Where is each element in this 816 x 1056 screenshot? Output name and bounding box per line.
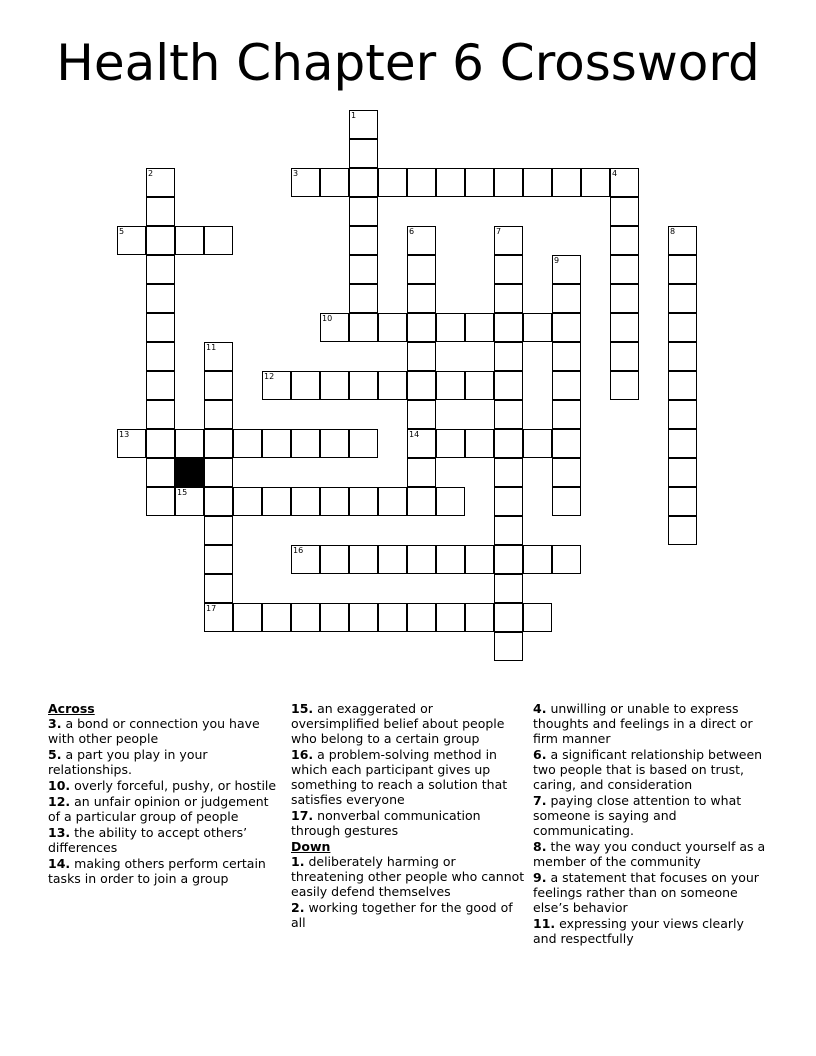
grid-cell[interactable] bbox=[407, 458, 436, 487]
cell-number: 17 bbox=[206, 604, 217, 613]
grid-cell[interactable] bbox=[465, 313, 494, 342]
grid-cell[interactable] bbox=[146, 371, 175, 400]
grid-cell[interactable] bbox=[407, 313, 436, 342]
cell-number: 11 bbox=[206, 343, 217, 352]
grid-cell[interactable] bbox=[523, 429, 552, 458]
clues-column-2 bbox=[291, 701, 525, 931]
grid-cell[interactable] bbox=[349, 603, 378, 632]
grid-cell[interactable] bbox=[407, 255, 436, 284]
clue-text: making others perform certain tasks in order to join a group bbox=[48, 856, 266, 886]
cell-number: 15 bbox=[177, 488, 188, 497]
grid-cell[interactable] bbox=[610, 284, 639, 313]
grid-cell[interactable] bbox=[494, 574, 523, 603]
grid-cell[interactable] bbox=[378, 545, 407, 574]
grid-cell[interactable] bbox=[349, 197, 378, 226]
clue-down-6 bbox=[533, 747, 769, 792]
grid-cell[interactable] bbox=[552, 284, 581, 313]
grid-cell[interactable] bbox=[378, 168, 407, 197]
grid-cell[interactable] bbox=[668, 400, 697, 429]
clue-down-1 bbox=[291, 854, 525, 899]
grid-cell[interactable] bbox=[523, 313, 552, 342]
grid-cell[interactable] bbox=[465, 603, 494, 632]
grid-cell[interactable] bbox=[175, 487, 204, 516]
grid-cell[interactable] bbox=[204, 226, 233, 255]
grid-cell[interactable] bbox=[175, 429, 204, 458]
grid-cell[interactable] bbox=[494, 458, 523, 487]
grid-cell[interactable] bbox=[436, 313, 465, 342]
grid-cell[interactable] bbox=[494, 313, 523, 342]
grid-cell[interactable] bbox=[349, 139, 378, 168]
grid-cell[interactable] bbox=[494, 429, 523, 458]
grid-cell[interactable] bbox=[436, 545, 465, 574]
across-heading: Across bbox=[48, 701, 95, 716]
clue-text: deliberately harming or threatening other people who cannot easily defend themselves bbox=[291, 854, 525, 899]
grid-cell[interactable] bbox=[494, 342, 523, 371]
cell-number: 14 bbox=[409, 430, 420, 439]
clues-column-1 bbox=[48, 701, 282, 887]
clue-text: expressing your views clearly and respectfully bbox=[533, 916, 744, 946]
grid-cell[interactable] bbox=[436, 487, 465, 516]
grid-cell[interactable] bbox=[204, 487, 233, 516]
grid-cell[interactable] bbox=[146, 168, 175, 197]
grid-cell[interactable] bbox=[407, 226, 436, 255]
grid-cell[interactable] bbox=[523, 603, 552, 632]
grid-cell[interactable] bbox=[552, 545, 581, 574]
grid-cell[interactable] bbox=[320, 313, 349, 342]
cell-number: 2 bbox=[148, 169, 154, 178]
grid-cell[interactable] bbox=[320, 603, 349, 632]
grid-cell[interactable] bbox=[581, 168, 610, 197]
clue-across-13 bbox=[48, 825, 282, 855]
clue-text: the way you conduct yourself as a member of the community bbox=[533, 839, 766, 869]
grid-cell[interactable] bbox=[378, 313, 407, 342]
grid-cell[interactable] bbox=[349, 168, 378, 197]
clue-number: 6. bbox=[533, 747, 547, 762]
grid-cell[interactable] bbox=[407, 429, 436, 458]
grid-cell[interactable] bbox=[146, 197, 175, 226]
clue-text: a statement that focuses on your feelings rather than on someone else’s behavior bbox=[533, 870, 759, 915]
grid-cell[interactable] bbox=[146, 284, 175, 313]
clue-number: 16. bbox=[291, 747, 314, 762]
grid-cell[interactable] bbox=[552, 342, 581, 371]
grid-cell[interactable] bbox=[494, 487, 523, 516]
grid-cell[interactable] bbox=[378, 603, 407, 632]
grid-cell[interactable] bbox=[349, 110, 378, 139]
grid-block bbox=[175, 458, 204, 487]
clue-number: 13. bbox=[48, 825, 71, 840]
grid-cell[interactable] bbox=[552, 429, 581, 458]
clue-down-4 bbox=[533, 701, 769, 746]
grid-cell[interactable] bbox=[668, 284, 697, 313]
cell-number: 4 bbox=[612, 169, 618, 178]
grid-cell[interactable] bbox=[407, 284, 436, 313]
grid-cell[interactable] bbox=[291, 545, 320, 574]
grid-cell[interactable] bbox=[494, 284, 523, 313]
grid-cell[interactable] bbox=[320, 168, 349, 197]
grid-cell[interactable] bbox=[436, 603, 465, 632]
grid-cell[interactable] bbox=[262, 371, 291, 400]
grid-cell[interactable] bbox=[407, 342, 436, 371]
grid-cell[interactable] bbox=[291, 168, 320, 197]
grid-cell[interactable] bbox=[146, 226, 175, 255]
clue-down-8 bbox=[533, 839, 769, 869]
grid-cell[interactable] bbox=[668, 255, 697, 284]
clue-number: 2. bbox=[291, 900, 305, 915]
grid-cell[interactable] bbox=[146, 313, 175, 342]
grid-cell[interactable] bbox=[610, 371, 639, 400]
clue-text: paying close attention to what someone is saying and communicating. bbox=[533, 793, 742, 838]
grid-cell[interactable] bbox=[204, 458, 233, 487]
cell-number: 5 bbox=[119, 227, 125, 236]
clue-number: 3. bbox=[48, 716, 62, 731]
grid-cell[interactable] bbox=[407, 545, 436, 574]
grid-cell[interactable] bbox=[204, 342, 233, 371]
grid-cell[interactable] bbox=[146, 429, 175, 458]
clue-number: 4. bbox=[533, 701, 547, 716]
page-title: Health Chapter 6 Crossword bbox=[56, 34, 760, 92]
grid-cell[interactable] bbox=[494, 255, 523, 284]
grid-cell[interactable] bbox=[552, 487, 581, 516]
clue-across-3 bbox=[48, 716, 282, 746]
cell-number: 13 bbox=[119, 430, 130, 439]
grid-cell[interactable] bbox=[378, 487, 407, 516]
grid-cell[interactable] bbox=[465, 168, 494, 197]
grid-cell[interactable] bbox=[349, 487, 378, 516]
grid-cell[interactable] bbox=[233, 429, 262, 458]
clue-number: 15. bbox=[291, 701, 314, 716]
cell-number: 1 bbox=[351, 111, 357, 120]
grid-cell[interactable] bbox=[494, 632, 523, 661]
grid-cell[interactable] bbox=[610, 168, 639, 197]
grid-cell[interactable] bbox=[407, 487, 436, 516]
grid-cell[interactable] bbox=[494, 516, 523, 545]
grid-cell[interactable] bbox=[204, 574, 233, 603]
grid-cell[interactable] bbox=[291, 429, 320, 458]
clue-number: 17. bbox=[291, 808, 314, 823]
grid-cell[interactable] bbox=[146, 342, 175, 371]
grid-cell[interactable] bbox=[233, 487, 262, 516]
grid-cell[interactable] bbox=[204, 400, 233, 429]
grid-cell[interactable] bbox=[117, 429, 146, 458]
grid-cell[interactable] bbox=[668, 429, 697, 458]
down-heading: Down bbox=[291, 839, 331, 854]
grid-cell[interactable] bbox=[349, 429, 378, 458]
clue-across-12 bbox=[48, 794, 282, 824]
grid-cell[interactable] bbox=[291, 487, 320, 516]
grid-cell[interactable] bbox=[349, 545, 378, 574]
grid-cell[interactable] bbox=[320, 487, 349, 516]
clue-number: 7. bbox=[533, 793, 547, 808]
grid-cell[interactable] bbox=[610, 226, 639, 255]
grid-cell[interactable] bbox=[494, 400, 523, 429]
clue-number: 14. bbox=[48, 856, 71, 871]
grid-cell[interactable] bbox=[494, 168, 523, 197]
grid-cell[interactable] bbox=[378, 371, 407, 400]
grid-cell[interactable] bbox=[494, 545, 523, 574]
grid-cell[interactable] bbox=[262, 429, 291, 458]
grid-cell[interactable] bbox=[552, 168, 581, 197]
grid-cell[interactable] bbox=[668, 371, 697, 400]
grid-cell[interactable] bbox=[146, 255, 175, 284]
grid-cell[interactable] bbox=[262, 603, 291, 632]
grid-cell[interactable] bbox=[494, 603, 523, 632]
grid-cell[interactable] bbox=[407, 400, 436, 429]
clue-number: 1. bbox=[291, 854, 305, 869]
grid-cell[interactable] bbox=[291, 603, 320, 632]
grid-cell[interactable] bbox=[610, 255, 639, 284]
grid-cell[interactable] bbox=[668, 487, 697, 516]
grid-cell[interactable] bbox=[204, 545, 233, 574]
grid-cell[interactable] bbox=[146, 400, 175, 429]
grid-cell[interactable] bbox=[349, 371, 378, 400]
clue-text: a part you play in your relationships. bbox=[48, 747, 208, 777]
grid-cell[interactable] bbox=[407, 603, 436, 632]
cell-number: 16 bbox=[293, 546, 304, 555]
grid-cell[interactable] bbox=[407, 371, 436, 400]
grid-cell[interactable] bbox=[465, 545, 494, 574]
clue-down-2 bbox=[291, 900, 525, 930]
grid-cell[interactable] bbox=[204, 516, 233, 545]
cell-number: 6 bbox=[409, 227, 415, 236]
grid-cell[interactable] bbox=[668, 313, 697, 342]
clue-number: 11. bbox=[533, 916, 556, 931]
clue-text: a problem-solving method in which each participant gives up something to reach a solution that satisfies everyone bbox=[291, 747, 508, 807]
cell-number: 3 bbox=[293, 169, 299, 178]
clue-text: an exaggerated or oversimplified belief about people who belong to a certain group bbox=[291, 701, 505, 746]
grid-cell[interactable] bbox=[610, 342, 639, 371]
cell-number: 9 bbox=[554, 256, 560, 265]
grid-cell[interactable] bbox=[146, 458, 175, 487]
grid-cell[interactable] bbox=[552, 458, 581, 487]
grid-cell[interactable] bbox=[552, 255, 581, 284]
grid-cell[interactable] bbox=[436, 168, 465, 197]
grid-cell[interactable] bbox=[204, 429, 233, 458]
grid-cell[interactable] bbox=[320, 371, 349, 400]
clue-text: working together for the good of all bbox=[291, 900, 513, 930]
clues-column-3 bbox=[533, 701, 769, 947]
grid-cell[interactable] bbox=[494, 371, 523, 400]
clue-text: nonverbal communication through gestures bbox=[291, 808, 481, 838]
clue-text: unwilling or unable to express thoughts and feelings in a direct or firm manner bbox=[533, 701, 753, 746]
clue-across-16 bbox=[291, 747, 525, 807]
grid-cell[interactable] bbox=[291, 371, 320, 400]
grid-cell[interactable] bbox=[668, 226, 697, 255]
grid-cell[interactable] bbox=[407, 168, 436, 197]
grid-cell[interactable] bbox=[349, 313, 378, 342]
clue-number: 10. bbox=[48, 778, 71, 793]
cell-number: 10 bbox=[322, 314, 333, 323]
grid-cell[interactable] bbox=[436, 429, 465, 458]
grid-cell[interactable] bbox=[320, 429, 349, 458]
grid-cell[interactable] bbox=[117, 226, 146, 255]
clue-number: 9. bbox=[533, 870, 547, 885]
grid-cell[interactable] bbox=[349, 255, 378, 284]
grid-cell[interactable] bbox=[610, 197, 639, 226]
clue-across-5 bbox=[48, 747, 282, 777]
grid-cell[interactable] bbox=[146, 487, 175, 516]
grid-cell[interactable] bbox=[465, 371, 494, 400]
clue-text: a bond or connection you have with other people bbox=[48, 716, 260, 746]
grid-cell[interactable] bbox=[262, 487, 291, 516]
grid-cell[interactable] bbox=[204, 603, 233, 632]
grid-cell[interactable] bbox=[349, 226, 378, 255]
grid-cell[interactable] bbox=[320, 545, 349, 574]
grid-cell[interactable] bbox=[436, 371, 465, 400]
clue-text: the ability to accept others’ differences bbox=[48, 825, 248, 855]
clue-number: 8. bbox=[533, 839, 547, 854]
grid-cell[interactable] bbox=[668, 458, 697, 487]
clue-text: an unfair opinion or judgement of a particular group of people bbox=[48, 794, 269, 824]
cell-number: 8 bbox=[670, 227, 676, 236]
clue-text: overly forceful, pushy, or hostile bbox=[74, 778, 277, 793]
clue-number: 12. bbox=[48, 794, 71, 809]
clue-down-11 bbox=[533, 916, 769, 946]
grid-cell[interactable] bbox=[175, 226, 204, 255]
clue-down-9 bbox=[533, 870, 769, 915]
grid-cell[interactable] bbox=[523, 168, 552, 197]
cell-number: 7 bbox=[496, 227, 502, 236]
clue-across-17 bbox=[291, 808, 525, 838]
grid-cell[interactable] bbox=[233, 603, 262, 632]
clue-across-15 bbox=[291, 701, 525, 746]
grid-cell[interactable] bbox=[465, 429, 494, 458]
clue-down-7 bbox=[533, 793, 769, 838]
grid-cell[interactable] bbox=[204, 371, 233, 400]
clue-text: a significant relationship between two people that is based on trust, caring, and consideration bbox=[533, 747, 763, 792]
clue-across-10 bbox=[48, 778, 282, 793]
grid-cell[interactable] bbox=[552, 371, 581, 400]
grid-cell[interactable] bbox=[523, 545, 552, 574]
cell-number: 12 bbox=[264, 372, 275, 381]
clue-number: 5. bbox=[48, 747, 62, 762]
grid-cell[interactable] bbox=[668, 516, 697, 545]
grid-cell[interactable] bbox=[349, 284, 378, 313]
grid-cell[interactable] bbox=[552, 313, 581, 342]
grid-cell[interactable] bbox=[494, 226, 523, 255]
grid-cell[interactable] bbox=[552, 400, 581, 429]
grid-cell[interactable] bbox=[610, 313, 639, 342]
clue-across-14 bbox=[48, 856, 282, 886]
grid-cell[interactable] bbox=[668, 342, 697, 371]
